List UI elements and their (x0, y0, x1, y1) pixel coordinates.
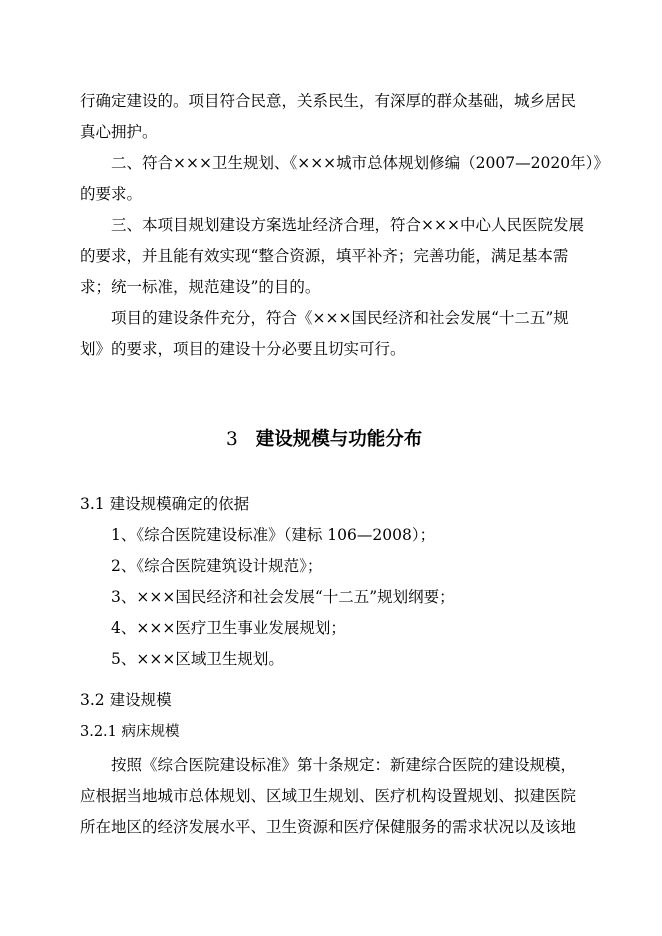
bed-scale-line1: 按照《综合医院建设标准》第十条规定：新建综合医院的建设规模， (111, 756, 577, 774)
section-3-1-title: 3.1 建设规模确定的依据 (80, 495, 250, 513)
para3-line1: 三、本项目规划建设方案选址经济合理，符合×××中心人民医院发展 (111, 216, 584, 234)
para4-line2: 划》的要求，项目的建设十分必要且切实可行。 (80, 340, 406, 358)
para1-line1: 行确定建设的。项目符合民意，关系民生，有深厚的群众基础，城乡居民 (80, 92, 577, 110)
basis-item-4: 4、×××医疗卫生事业发展规划； (111, 619, 346, 637)
para4-line1: 项目的建设条件充分，符合《×××国民经济和社会发展“十二五”规 (111, 309, 569, 327)
bed-scale-line3: 所在地区的经济发展水平、卫生资源和医疗保健服务的需求状况以及该地 (80, 818, 577, 836)
section-3-2-title: 3.2 建设规模 (80, 691, 172, 709)
chapter-title: 建设规模与功能分布 (255, 429, 423, 450)
chapter-number: 3 (226, 429, 238, 450)
para2-line2: 的要求。 (80, 185, 143, 203)
chapter-heading (226, 428, 422, 452)
basis-item-3: 3、×××国民经济和社会发展“十二五”规划纲要； (111, 588, 455, 606)
section-3-2-1-title: 3.2.1 病床规模 (80, 724, 180, 740)
para3-line2: 的要求，并且能有效实现“整合资源，填平补齐；完善功能，满足基本需 (80, 247, 569, 265)
basis-item-1: 1、《综合医院建设标准》（建标 106—2008）； (111, 526, 436, 544)
bed-scale-line2: 应根据当地城市总体规划、区域卫生规划、医疗机构设置规划、拟建医院 (80, 787, 577, 805)
para1-line2: 真心拥护。 (80, 123, 158, 141)
para2-line1: 二、符合×××卫生规划、《×××城市总体规划修编（2007—2020年）》 (111, 154, 609, 172)
basis-item-5: 5、×××区域卫生规划。 (111, 650, 284, 668)
para3-line3: 求；统一标准，规范建设”的目的。 (80, 278, 321, 296)
basis-item-2: 2、《综合医院建筑设计规范》； (111, 557, 323, 575)
